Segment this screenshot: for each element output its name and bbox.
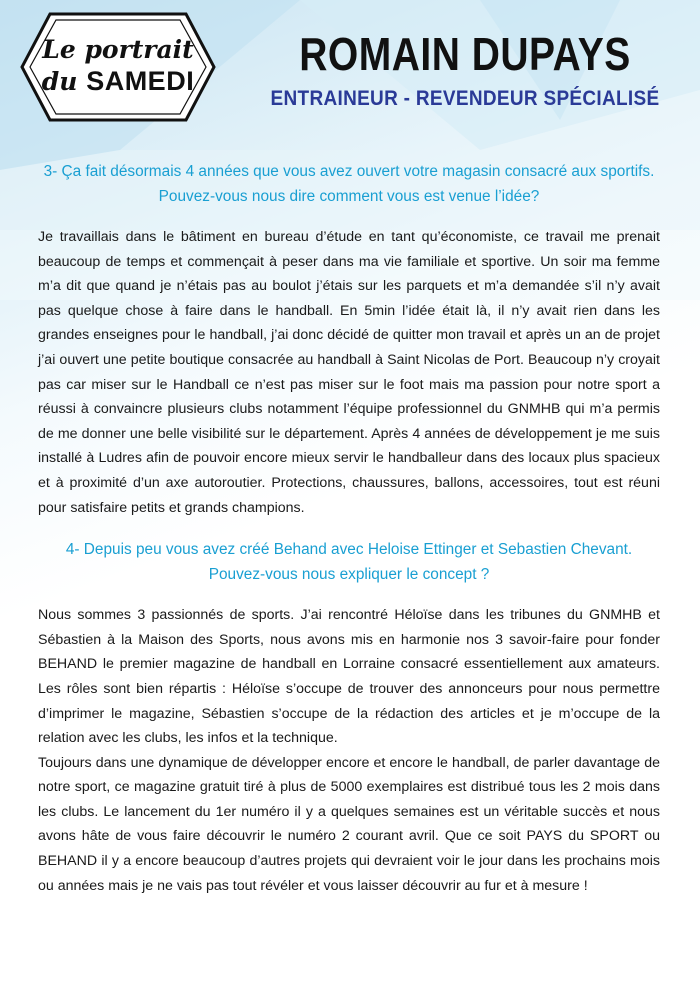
person-name: ROMAIN DUPAYS: [299, 30, 631, 81]
question-4: 4- Depuis peu vous avez créé Behand avec Heloise Ettinger et Sebastien Chevant. Pouvez-vous nous expliquer le concept ?: [65, 541, 633, 583]
article-body: [38, 160, 660, 898]
logo-line-2: [18, 66, 218, 97]
answer-4-part-1: Nous sommes 3 passionnés de sports. J’ai rencontré Héloïse dans les tribunes du GNMHB et Sébastien à la Maison des Sports, nous avons mis en harmonie nos 3 savoir-faire pour fonder BEHAND le premier magazine de handball en Lorraine consacré essentiellement aux amateurs. Les rôles sont bien répartis : Héloïse s’occupe de trouver des annonceurs pour nous permettre d’imprimer le magazine, Sébastien s’occupe de la rédaction des articles et je m’occupe de la relation avec les clubs, les infos et la technique.: [38, 607, 660, 747]
logo-line-1: Le portrait: [42, 35, 194, 64]
question-3: 3- Ça fait désormais 4 années que vous avez ouvert votre magasin consacré aux sportifs. Pouvez-vous nous dire comment vous est venue l’idée?: [43, 163, 655, 205]
answer-3: Je travaillais dans le bâtiment en bureau d’étude en tant qu’économiste, ce travail me prenait beaucoup de temps et commençait à peser dans ma vie familiale et sportive. Un soir ma femme m’a dit que quand je n’étais pas au boulot j’étais sur les parquets et m’a demandée s’il n’y avait pas quelque chose à faire dans le handball. En 5min l’idée était là, il n’y avait rien dans les grandes enseignes pour le handball, j’ai donc décidé de quitter mon travail et après un an de projet j’ai ouvert une petite boutique consacrée au handball à Saint Nicolas de Port. Beaucoup n’y croyait pas car miser sur le Handball ce n’est pas miser sur le foot mais ma passion pour notre sport a réussi à convaincre plusieurs clubs notamment l’équipe professionnel du GNMHB qui m’a permis de me donner une belle visibilité sur le département. Après 4 années de développement je me suis installé à Ludres afin de pouvoir encore mieux servir le handballeur dans des locaux plus spacieux et à proximité d’un axe autoroutier. Protections, chaussures, ballons, accessoires, tout est réuni pour satisfaire petits et grands champions.: [38, 229, 660, 516]
person-role: ENTRAINEUR - REVENDEUR SPÉCIALISÉ: [270, 87, 660, 111]
logo-prefix: du: [41, 67, 78, 96]
answer-4-part-2: Toujours dans une dynamique de développer encore et encore le handball, de parler davantage de notre sport, ce magazine gratuit tiré à plus de 5000 exemplaires est distribué tous les 2 mois dans les clubs. Le lancement du 1er numéro il y a quelques semaines est un véritable succès et nous avons hâte de vous faire découvrir le numéro 2 courant avril. Que ce soit PAYS du SPORT ou BEHAND il y a encore beaucoup d’autres projets qui devraient voir le jour dans les prochains mois ou années mais je ne vais pas tout révéler et vous laisser découvrir au fur et à mesure !: [38, 754, 660, 894]
logo-strong: SAMEDI: [86, 66, 195, 96]
logo: [18, 10, 218, 124]
